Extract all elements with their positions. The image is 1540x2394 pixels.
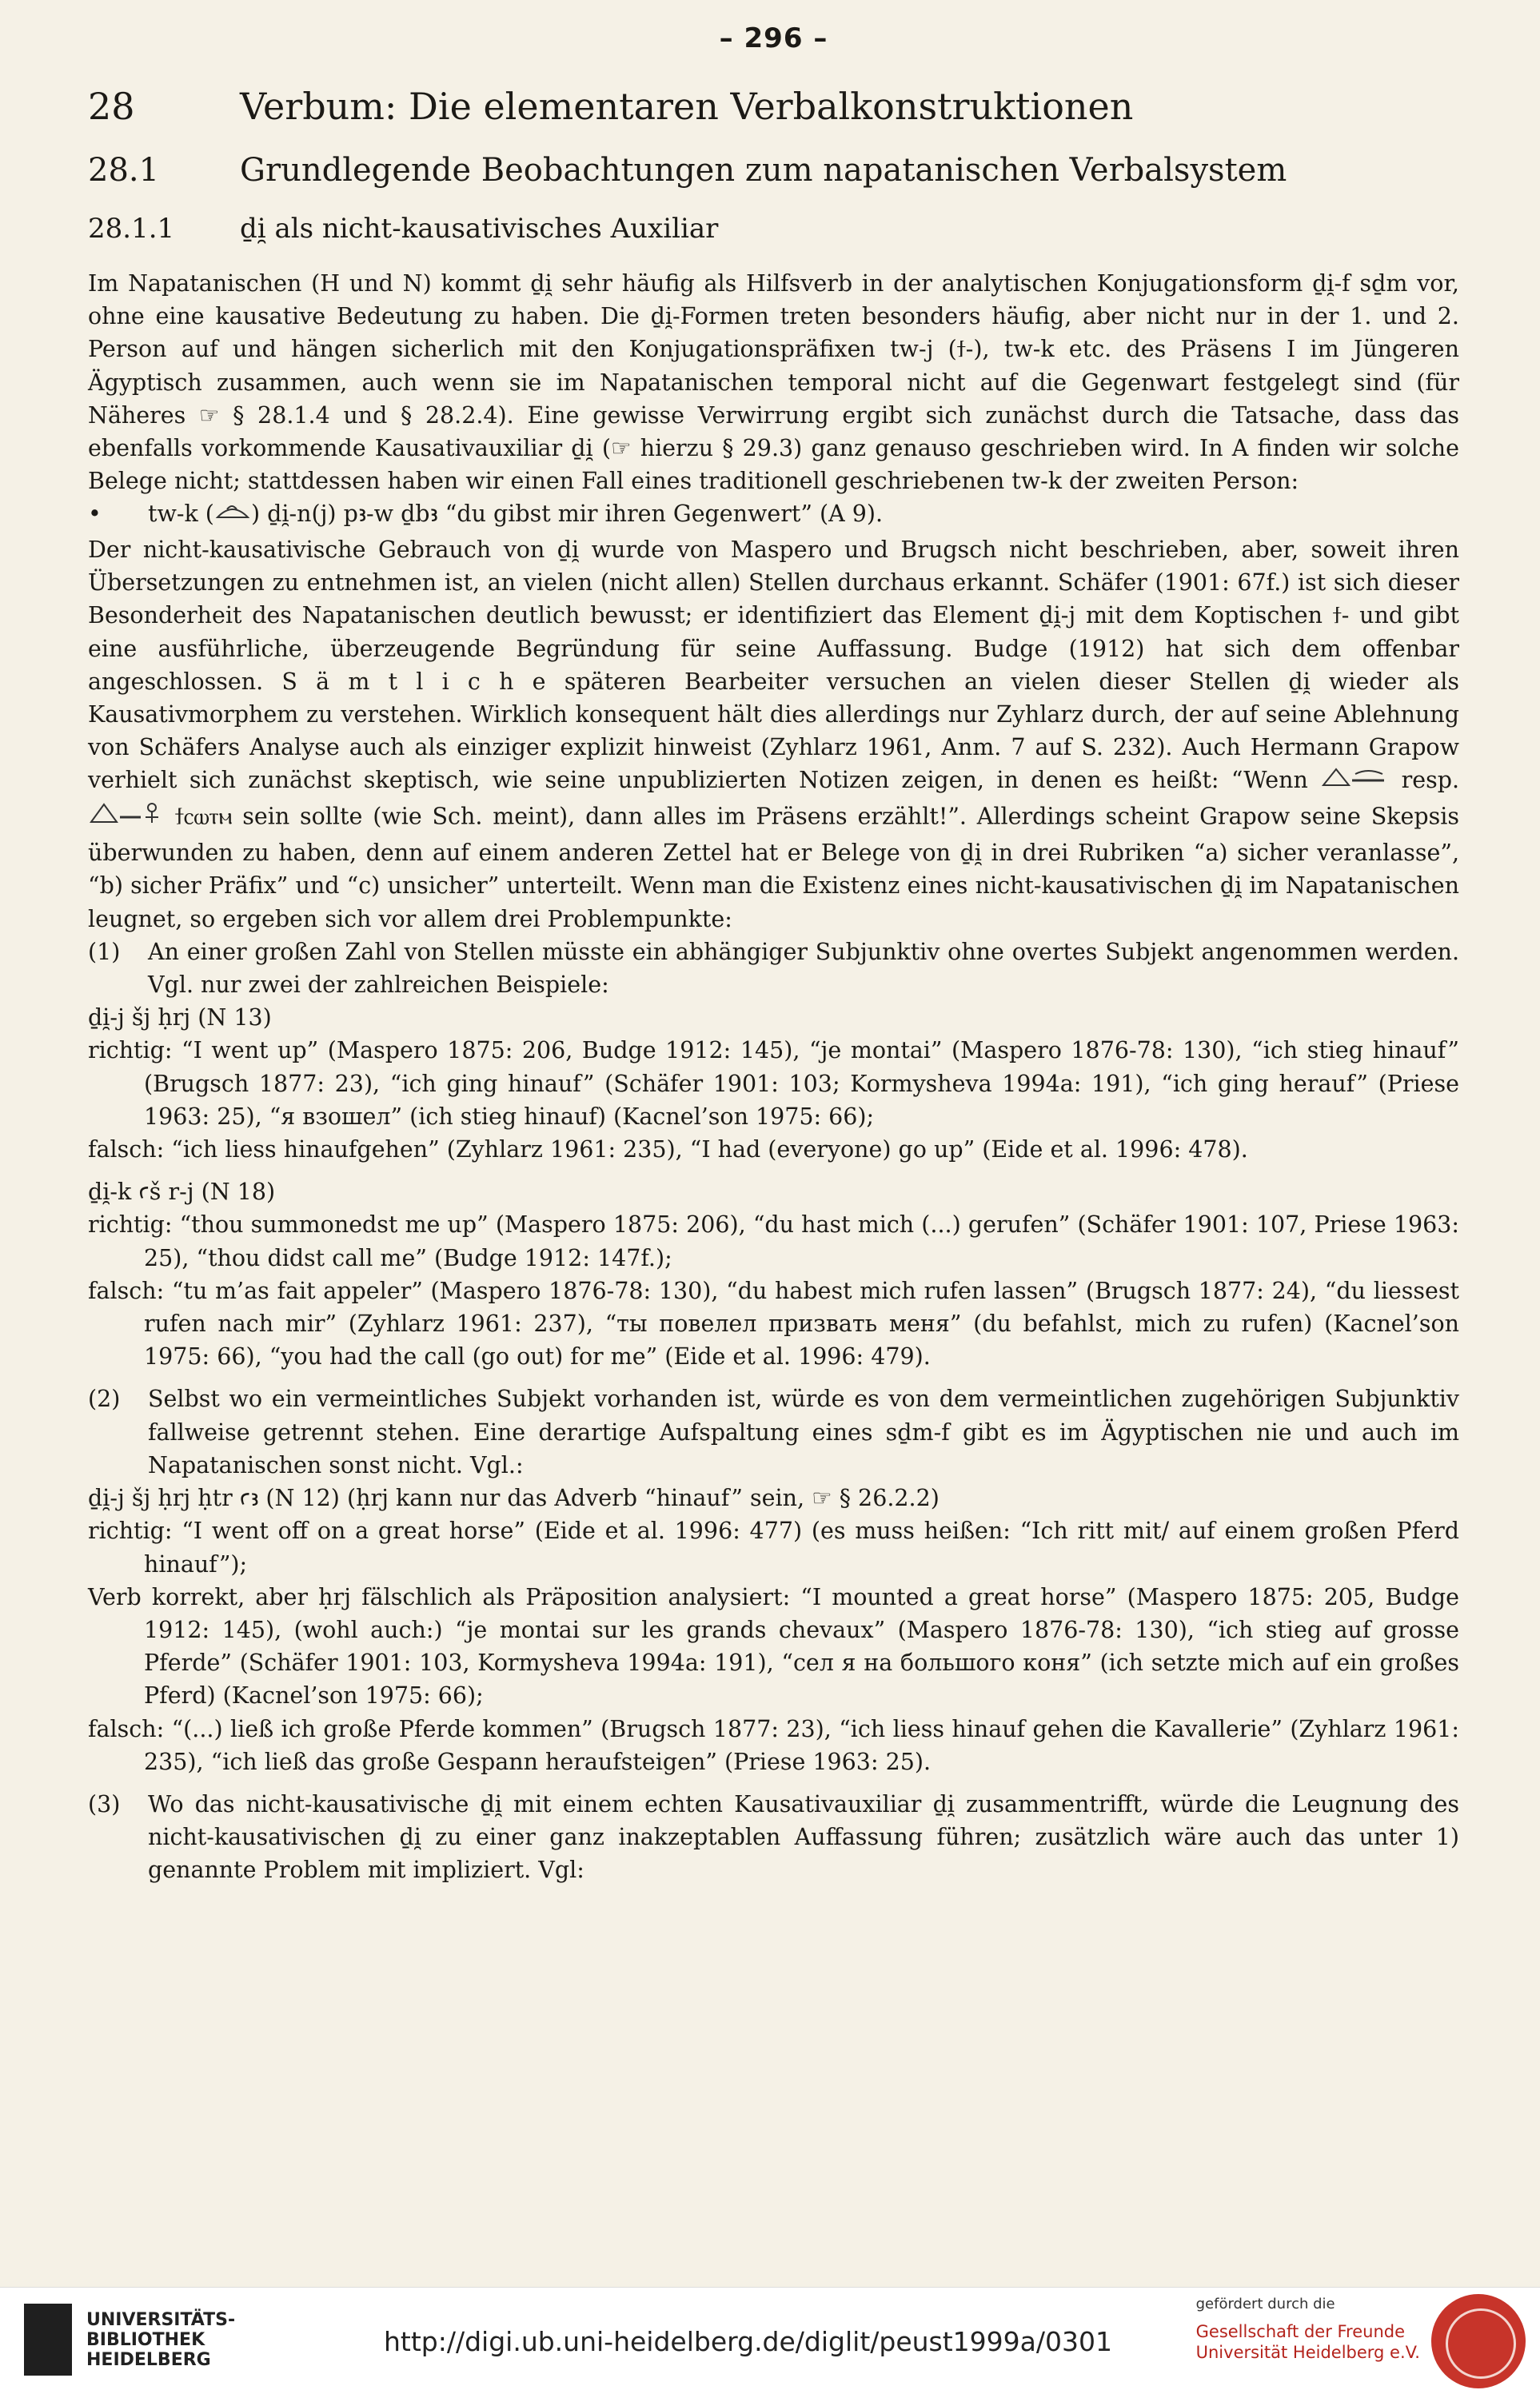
- library-logo-icon: [24, 2304, 72, 2376]
- problem-number: (2): [88, 1386, 121, 1413]
- subsection-heading: [88, 213, 1459, 245]
- university-seal-icon: [1431, 2294, 1526, 2388]
- correct-translations: richtig: “I went up” (Maspero 1875: 206, Budge 1912: 145), “je montai” (Maspero 1876-78: 130), “ich stieg hinauf” (Brugsch 1877: 23), “ich ging hinauf” (Schäfer 1901: 103; Kormysheva 1994a: 191), “ich ging herauf” (Priese 1963: 25), “я взошел” (ich stieg hinauf) (Kacnel’son 1975: 66);: [88, 1037, 1459, 1130]
- discussion-part-1: Der nicht-kausativische Gebrauch von ḏi̯ wurde von Maspero und Brugsch nicht beschrieben, aber, soweit ihren Übersetzungen zu entnehmen ist, an vielen (nicht allen) Stellen durchaus erkannt. Schäfer (1901: 67f.) ist sich dieser Besonderheit des Napatanischen deutlich bewusst; er identifiziert das Element ḏi̯-j mit dem Koptischen ϯ- und gibt eine ausführliche, überzeugende Begründung für seine Auffassung. Budge (1912) hat sich dem offenbar angeschlossen. S ä m t l i c h e späteren Bearbeiter versuchen an vielen dieser Stellen ḏi̯ wieder als Kausativmorphem zu verstehen. Wirklich konsequent hält dies allerdings nur Zyhlarz durch, der auf seine Ablehnung von Schäfers Analyse auch als einziger explizit hinweist (Zyhlarz 1961, Anm. 7 auf S. 232). Auch Hermann Grapow verhielt sich zunächst skeptisch, wie seine unpublizierten Notizen zeigen, in denen es heißt: “Wenn: [88, 537, 1459, 794]
- paragraph-discussion: [88, 533, 1459, 936]
- page-number: – 296 –: [719, 22, 828, 54]
- permalink-url[interactable]: http://digi.ub.uni-heidelberg.de/diglit/peust1999a/0301: [384, 2326, 1112, 2357]
- bullet-text-b: ) ḏi̯-n(j) pꜣ-w ḏbꜣ “du gibst mir ihren Gegenwert” (A 9).: [250, 501, 884, 528]
- subsection-title: ḏi̯ als nicht-kausativisches Auxiliar: [240, 213, 719, 245]
- example-form: ḏi̯-j šj ḥrj ḥtr ꜥꜣ (N 12) (ḥrj kann nur das Adverb “hinauf” sein, ☞ § 26.2.2): [88, 1485, 940, 1512]
- problem-item-3: [88, 1788, 1459, 1887]
- wrong-translations: falsch: “(...) ließ ich große Pferde kommen” (Brugsch 1877: 23), “ich liess hinauf gehen die Kavallerie” (Zyhlarz 1961: 235), “ich ließ das große Gespann heraufsteigen” (Priese 1963: 25).: [88, 1715, 1459, 1775]
- hieroglyph-group-1-icon: [1320, 764, 1389, 800]
- correct-translations: richtig: “thou summonedst me up” (Maspero 1875: 206), “du hast mich (...) gerufen” (Schäfer 1901: 107, Priese 1963: 25), “thou didst call me” (Budge 1912: 147f.);: [88, 1211, 1459, 1271]
- library-name-line: UNIVERSITÄTS-: [86, 2309, 236, 2330]
- verb-correct-translations: Verb korrekt, aber ḥrj fälschlich als Präposition analysiert: “I mounted a great horse” (Maspero 1875: 205, Budge 1912: 145), (wohl auch:) “je montai sur les grands chevaux” (Maspero 1876-78: 130), “ich stieg auf grosse Pferde” (Schäfer 1901: 103, Kormysheva 1994a: 191), “сел я на большого коня” (ich setzte mich auf ein großes Pferd) (Kacnel’son 1975: 66);: [88, 1583, 1459, 1710]
- sponsor-block: [1196, 2294, 1420, 2363]
- chapter-number: 28: [88, 85, 135, 128]
- section-number: 28.1: [88, 152, 160, 189]
- subsection-number: 28.1.1: [88, 213, 175, 245]
- problem-text: Selbst wo ein vermeintliches Subjekt vorhanden ist, würde es von dem vermeintlichen zugehörigen Subjunktiv fallweise getrennt stehen. Eine derartige Aufspaltung eines sḏm-f gibt es im Ägyptischen nie und auch im Napatanischen sonst nicht. Vgl.:: [148, 1386, 1459, 1478]
- sponsor-label: gefördert durch die: [1195, 2296, 1335, 2312]
- example-form: ḏi̯-k ꜥš r-j (N 18): [88, 1179, 276, 1206]
- paragraph-intro: Im Napatanischen (H und N) kommt ḏi̯ sehr häufig als Hilfsverb in der analytischen Konjugationsform ḏi̯-f sḏm vor, ohne eine kausative Bedeutung zu haben. Die ḏi̯-Formen treten besonders häufig, aber nicht nur in der 1. und 2. Person auf und hängen sicherlich mit den Konjugationspräfixen tw-j (ϯ-), tw-k etc. des Präsens I im Jüngeren Ägyptisch zusammen, auch wenn sie im Napatanischen temporal nicht auf die Gegenwart festgelegt sind (für Näheres ☞ § 28.1.4 und § 28.2.4). Eine gewisse Verwirrung ergibt sich zunächst durch die Tatsache, dass das ebenfalls vorkommende Kausativauxiliar ḏi̯ (☞ hierzu § 29.3) ganz genauso geschrieben wird. In A finden wir solche Belege nicht; stattdessen haben wir einen Fall eines traditionell geschriebenen tw-k der zweiten Person:: [88, 270, 1459, 495]
- example-form: ḏi̯-j šj ḥrj (N 13): [88, 1004, 272, 1031]
- wrong-translations: falsch: “ich liess hinaufgehen” (Zyhlarz 1961: 235), “I had (everyone) go up” (Eide et al. 1996: 478).: [88, 1136, 1248, 1163]
- sponsor-name-line: Gesellschaft der Freunde: [1195, 2322, 1406, 2341]
- bullet-example: [88, 497, 1459, 533]
- library-name-line: BIBLIOTHEK: [86, 2329, 205, 2350]
- sponsor-name-line: Universität Heidelberg e.V.: [1195, 2343, 1420, 2362]
- hieroglyph-group-2-icon: [88, 800, 165, 836]
- chapter-title: Verbum: Die elementaren Verbalkonstruktionen: [240, 85, 1134, 128]
- wrong-translations: falsch: “tu m’as fait appeler” (Maspero 1876-78: 130), “du habest mich rufen lassen” (Brugsch 1877: 24), “du liessest rufen nach mir” (Zyhlarz 1961: 237), “ты повелел призвать меня” (du befahlst, mich zu rufen) (Kacnel’son 1975: 66), “you had the call (go out) for me” (Eide et al. 1996: 479).: [88, 1277, 1459, 1371]
- discussion-part-3: ϯⲥⲱⲧⲙ sein sollte (wie Sch. meint), dann alles im Präsens erzählt!”. Allerdings scheint Grapow seine Skepsis überwunden zu haben, denn auf einem anderen Zettel hat er Belege von ḏi̯ in drei Rubriken “a) sicher veranlasse”, “b) sicher Präfix” und “c) unsicher” unterteilt. Wenn man die Existenz eines nicht-kausativischen ḏi̯ im Napatanischen leugnet, so ergeben sich vor allem drei Problempunkte:: [88, 803, 1460, 932]
- hieroglyph-icon: [214, 498, 251, 533]
- problem-number: (1): [88, 938, 121, 965]
- footer-bar: [0, 2287, 1540, 2394]
- problem-item-1: [88, 936, 1459, 1001]
- bullet-text-a: tw-k (: [148, 501, 214, 528]
- page-content: [88, 18, 1459, 1887]
- chapter-heading: [88, 85, 1459, 128]
- problem-text: An einer großen Zahl von Stellen müsste ein abhängiger Subjunktiv ohne overtes Subjekt angenommen werden. Vgl. nur zwei der zahlreichen Beispiele:: [148, 938, 1459, 999]
- problem-item-2: [88, 1383, 1459, 1482]
- bullet-mark: •: [88, 501, 102, 528]
- problem-number: (3): [88, 1790, 121, 1817]
- library-name-line: HEIDELBERG: [86, 2349, 211, 2370]
- correct-translations: richtig: “I went off on a great horse” (Eide et al. 1996: 477) (es muss heißen: “Ich ritt mit/ auf einem großen Pferd hinauf”);: [88, 1518, 1459, 1578]
- section-heading: [88, 152, 1459, 189]
- problem-text: Wo das nicht-kausativische ḏi̯ mit einem echten Kausativauxiliar ḏi̯ zusammentrifft, würde die Leugnung des nicht-kausativischen ḏi̯ zu einer ganz inakzeptablen Auffassung führen; zusätzlich wäre auch das unter 1) genannte Problem mit impliziert. Vgl:: [148, 1790, 1459, 1884]
- discussion-part-2: resp.: [1401, 767, 1460, 794]
- section-title: Grundlegende Beobachtungen zum napatanischen Verbalsystem: [240, 152, 1287, 189]
- library-logo[interactable]: [24, 2304, 235, 2376]
